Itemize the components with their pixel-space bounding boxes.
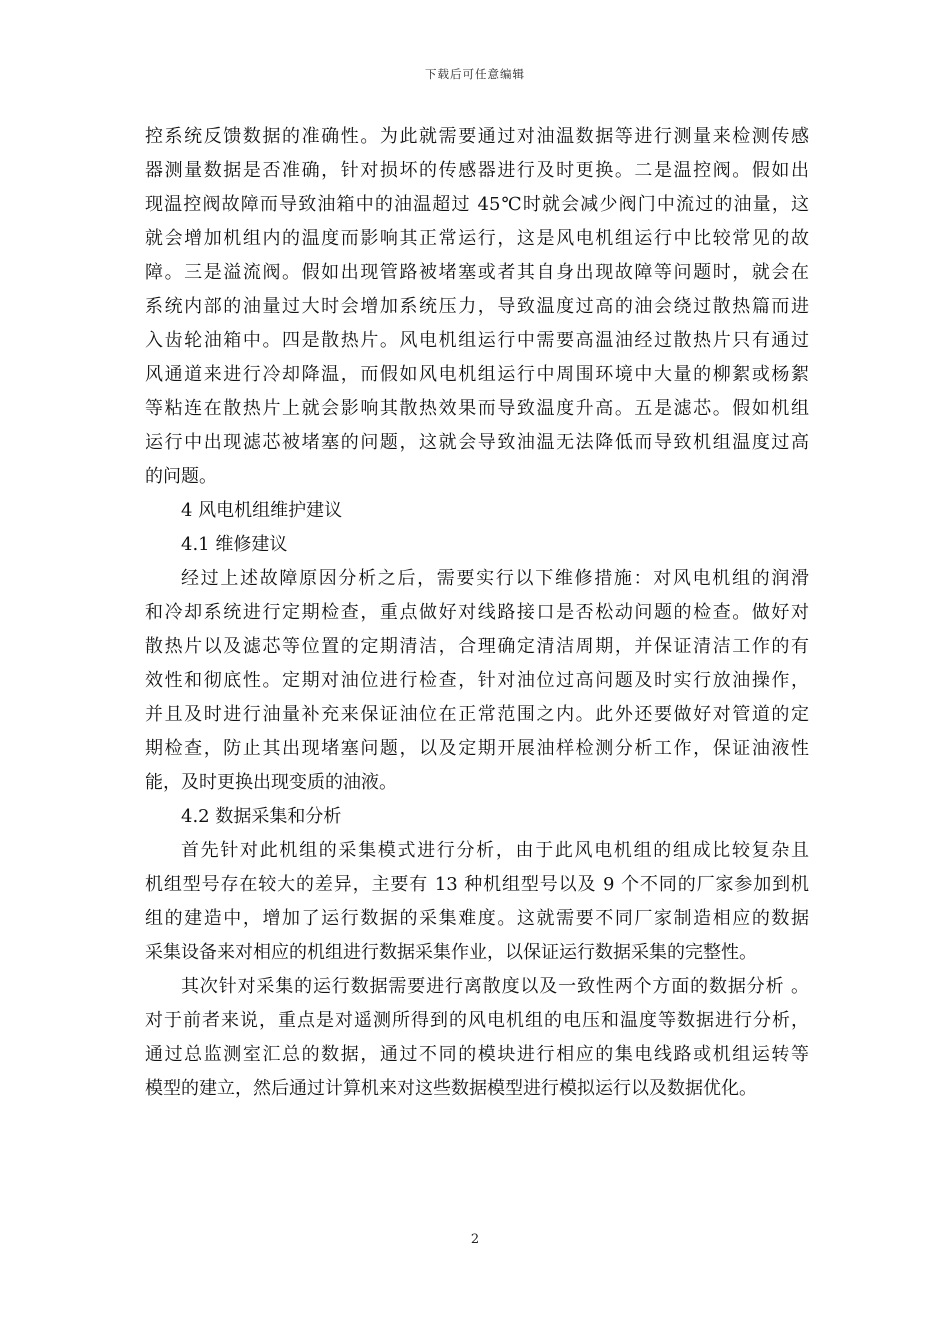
text-line: 和冷却系统进行定期检查，重点做好对线路接口是否松动问题的检查。做好对 <box>145 602 809 623</box>
text-line: 并且及时进行油量补充来保证油位在正常范围之内。此外还要做好对管道的定 <box>145 704 809 725</box>
text-line: 效性和彻底性。定期对油位进行检查，针对油位过高问题及时实行放油操作， <box>145 670 809 691</box>
text-line: 散热片以及滤芯等位置的定期清洁，合理确定清洁周期，并保证清洁工作的有 <box>145 636 809 657</box>
text-line: 风通道来进行冷却降温，而假如风电机组运行中周围环境中大量的柳絮或杨絮 <box>145 364 809 385</box>
text-line: 对于前者来说，重点是对遥测所得到的风电机组的电压和温度等数据进行分析， <box>145 1010 809 1031</box>
text-line: 入齿轮油箱中。四是散热片。风电机组运行中需要高温油经过散热片只有通过 <box>145 330 809 351</box>
section-heading: 4.2 数据采集和分析 <box>181 806 342 827</box>
text-line: 组的建造中，增加了运行数据的采集难度。这就需要不同厂家制造相应的数据 <box>145 908 809 929</box>
text-line: 机组型号存在较大的差异，主要有 13 种机组型号以及 9 个不同的厂家参加到机 <box>145 874 809 895</box>
text-line: 控系统反馈数据的准确性。为此就需要通过对油温数据等进行测量来检测传感 <box>145 126 809 147</box>
text-line: 等粘连在散热片上就会影响其散热效果而导致温度升高。五是滤芯。假如机组 <box>145 398 809 419</box>
text-line: 经过上述故障原因分析之后，需要实行以下维修措施：对风电机组的润滑 <box>181 568 809 589</box>
text-line: 现温控阀故障而导致油箱中的油温超过 45℃时就会减少阀门中流过的油量，这 <box>145 194 809 215</box>
text-line: 期检查，防止其出现堵塞问题，以及定期开展油样检测分析工作，保证油液性 <box>145 738 809 759</box>
text-line: 的问题。 <box>145 466 217 487</box>
text-line: 其次针对采集的运行数据需要进行离散度以及一致性两个方面的数据分析 。 <box>181 976 809 997</box>
text-line: 系统内部的油量过大时会增加系统压力，导致温度过高的油会绕过散热篇而进 <box>145 296 809 317</box>
page-number: 2 <box>470 1232 480 1247</box>
text-line: 通过总监测室汇总的数据，通过不同的模块进行相应的集电线路或机组运转等 <box>145 1044 809 1065</box>
document-body <box>145 120 809 1106</box>
text-line: 运行中出现滤芯被堵塞的问题，这就会导致油温无法降低而导致机组温度过高 <box>145 432 809 453</box>
text-line: 器测量数据是否准确，针对损坏的传感器进行及时更换。二是温控阀。假如出 <box>145 160 809 181</box>
text-line: 能，及时更换出现变质的油液。 <box>145 772 397 793</box>
section-heading: 4.1 维修建议 <box>181 534 288 555</box>
section-heading: 4 风电机组维护建议 <box>181 500 343 521</box>
text-line: 模型的建立，然后通过计算机来对这些数据模型进行模拟运行以及数据优化。 <box>145 1078 757 1099</box>
page-header: 下载后可任意编辑 <box>425 67 525 81</box>
text-line: 采集设备来对相应的机组进行数据采集作业，以保证运行数据采集的完整性。 <box>145 942 757 963</box>
text-line: 障。三是溢流阀。假如出现管路被堵塞或者其自身出现故障等问题时，就会在 <box>145 262 809 283</box>
text-line: 就会增加机组内的温度而影响其正常运行，这是风电机组运行中比较常见的故 <box>145 228 809 249</box>
text-line: 首先针对此机组的采集模式进行分析，由于此风电机组的组成比较复杂且 <box>181 840 809 861</box>
